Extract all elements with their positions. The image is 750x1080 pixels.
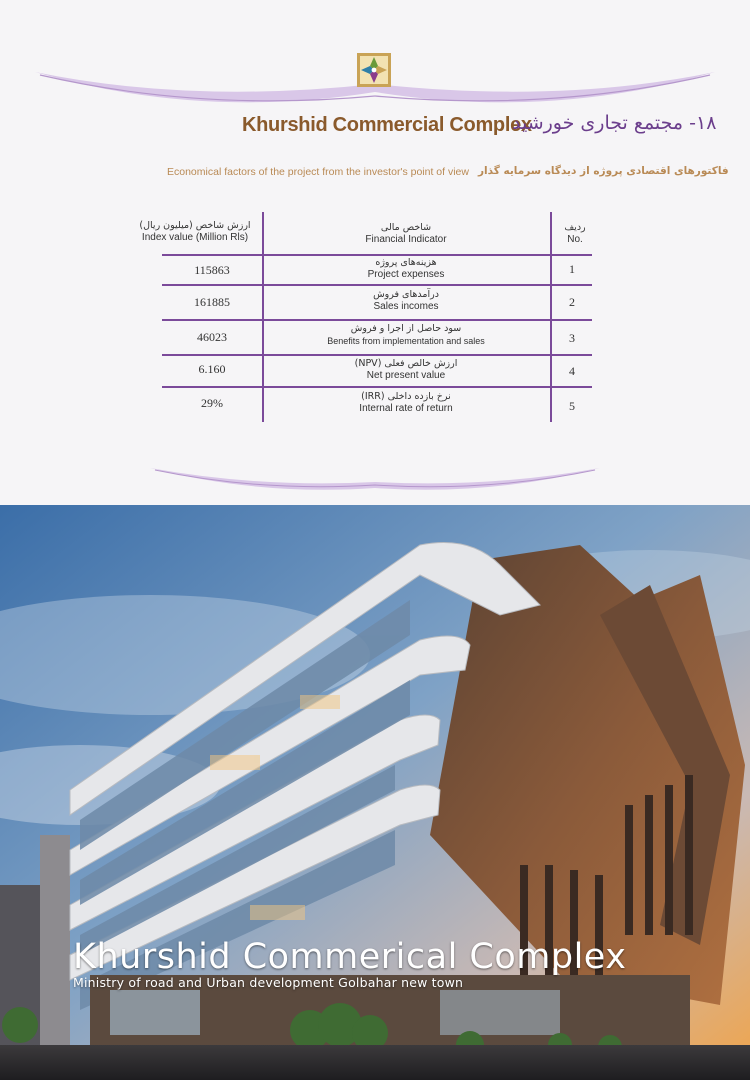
company-logo-icon bbox=[356, 52, 392, 88]
table-row-no: 4 bbox=[569, 364, 575, 378]
header-indicator: شاخص مالی Financial Indicator bbox=[365, 222, 447, 245]
financial-table bbox=[139, 212, 592, 422]
table-divider bbox=[162, 254, 592, 256]
subtitle-fa: فاکتورهای اقتصادی پروژه از دیدگاه سرمایه گذار bbox=[478, 165, 729, 177]
table-row-value: 46023 bbox=[197, 330, 227, 344]
photo-caption bbox=[73, 937, 733, 990]
caption-subtitle: Ministry of road and Urban development Golbahar new town bbox=[73, 975, 464, 990]
table-row-indicator: سود حاصل از اجرا و فروش Benefits from implementation and sales bbox=[327, 323, 485, 346]
subtitle bbox=[0, 165, 750, 183]
table-row-no: 3 bbox=[569, 331, 575, 345]
table-row-value: 161885 bbox=[194, 295, 230, 309]
table-divider bbox=[162, 284, 592, 286]
table-row-no: 5 bbox=[569, 399, 575, 413]
page-title bbox=[0, 112, 750, 144]
table-row-value: 29% bbox=[201, 396, 223, 410]
table-row-indicator: ارزش خالص فعلی (NPV) Net present value bbox=[354, 358, 458, 381]
table-divider bbox=[162, 319, 592, 321]
building-photo bbox=[0, 505, 750, 1080]
building-illustration bbox=[0, 505, 750, 1080]
subtitle-en: Economical factors of the project from the investor's point of view bbox=[167, 166, 469, 178]
table-divider bbox=[162, 354, 592, 356]
table-row-no: 1 bbox=[569, 262, 575, 276]
title-fa: ۱۸- مجتمع تجاری خورشید bbox=[512, 112, 717, 134]
table-divider bbox=[162, 386, 592, 388]
header-no: ردیف No. bbox=[564, 222, 586, 245]
table-row-value: 115863 bbox=[194, 263, 230, 277]
table-row-no: 2 bbox=[569, 295, 575, 309]
table-row-indicator: نرخ بازده داخلی (IRR) Internal rate of return bbox=[359, 391, 453, 414]
caption-title: Khurshid Commerical Complex bbox=[73, 937, 627, 977]
bottom-swoosh-decoration bbox=[0, 458, 750, 503]
table-row-indicator: هزینه‌های پروژه Project expenses bbox=[367, 257, 445, 280]
header-value: ارزش شاخص (میلیون ریال) Index value (Million Rls) bbox=[139, 220, 251, 243]
table-row-value: 6.160 bbox=[198, 362, 226, 376]
table-row-indicator: درآمدهای فروش Sales incomes bbox=[373, 289, 439, 312]
title-en: Khurshid Commercial Complex bbox=[242, 114, 532, 136]
